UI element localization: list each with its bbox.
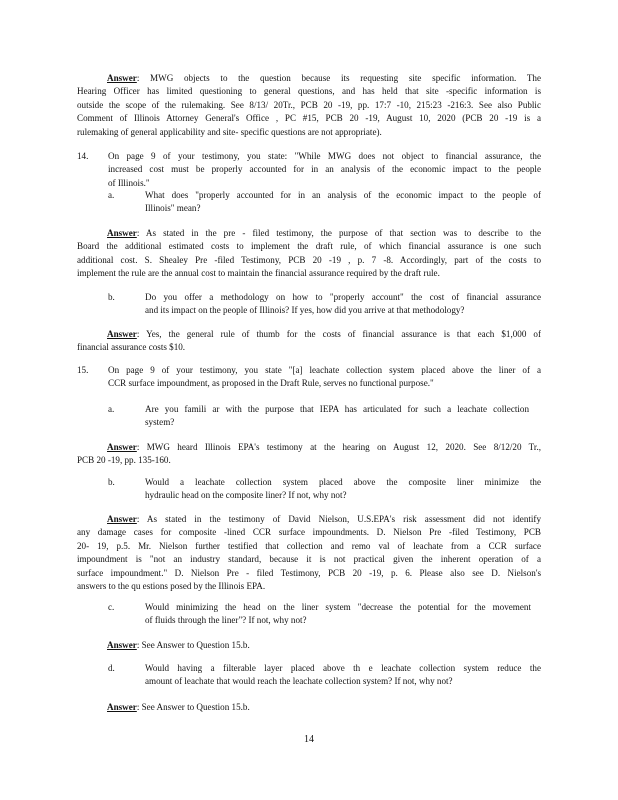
answer-15d: Answer: See Answer to Question 15.b.	[107, 702, 250, 712]
answer-paragraph: Answer: MWG objects to the question because its requesting site specific information. The Hearing Officer has limited questioning to general questions, and has held that site -specific information is outside the scope of the rulemaking. See 8/13/ 20Tr., PCB 20 -19, pp. 17:7 -10, 215:23 -216:3. See also Public Comment of Illinois Attorney General's Office , PC #15, PCB 20 -19, August 10, 2020 (PCB 20 -19 is a rulemaking of general applicability and site- specific questions are not appropriate).	[77, 73, 541, 137]
answer-15c: Answer: See Answer to Question 15.b.	[107, 640, 250, 650]
answer-label: Answer	[107, 329, 137, 339]
question-15c: Would minimizing the head on the liner system "decrease the potential for the movement of fluids through the liner"? If not, why not?	[145, 602, 531, 626]
subquestion-letter: a.	[108, 404, 115, 414]
question-number: 14.	[77, 151, 89, 161]
subquestion-letter: a.	[108, 190, 115, 200]
question-number: 15.	[77, 365, 89, 375]
question-15d: Would having a filterable layer placed above th e leachate collection system reduce the amount of leachate that would reach the leachate collection system? If not, why not?	[145, 663, 541, 687]
answer-label: Answer	[107, 702, 137, 712]
subquestion-letter: b.	[108, 477, 115, 487]
question-14a: What does "properly accounted for in an analysis of the economic impact to the people of Illinois" mean?	[145, 190, 541, 214]
answer-14a: Answer: As stated in the pre - filed testimony, the purpose of that section was to describe to the Board the additional estimated costs to implement the draft rule, of which financial assurance is one such additional cost. S. Shealey Pre -filed Testimony, PCB 20 -19 , p. 7 -8. Accordingly, part of the costs to implement the rule are the annual cost to maintain the financial assurance required by the draft rule.	[77, 228, 541, 279]
answer-label: Answer	[107, 228, 137, 238]
answer-15b: Answer: As stated in the testimony of David Nielson, U.S.EPA's risk assessment did not identify any damage cases for composite -lined CCR surface impoundments. D. Nielson Pre -filed Testimony, PCB 20- 19, p.5. Mr. Nielson further testified that collection and remo val of leachate from a CCR surface impoundment is "not an industry standard, because it is not practical given the inherent operation of a surface impoundment." D. Nielson Pre - filed Testimony, PCB 20 -19, p. 6. Please also see D. Nielson's answers to the qu estions posed by the Illinois EPA.	[77, 514, 541, 592]
answer-15a: Answer: MWG heard Illinois EPA's testimony at the hearing on August 12, 2020. See 8/12/20 Tr., PCB 20 -19, pp. 135-160.	[77, 442, 541, 466]
question-15a: Are you famili ar with the purpose that IEPA has articulated for such a leachate collection system?	[145, 404, 529, 428]
question-15: On page 9 of your testimony, you state "[a] leachate collection system placed above the liner of a CCR surface impoundment, as proposed in the Draft Rule, serves no functional purpose."	[108, 365, 541, 389]
answer-14b: Answer: Yes, the general rule of thumb for the costs of financial assurance is that each $1,000 of financial assurance costs $10.	[77, 329, 541, 353]
subquestion-letter: c.	[108, 602, 115, 612]
question-15b: Would a leachate collection system placed above the composite liner minimize the hydraulic head on the composite liner? If not, why not?	[145, 477, 541, 501]
subquestion-letter: d.	[108, 663, 115, 673]
page-number: 14	[304, 734, 314, 745]
subquestion-letter: b.	[108, 292, 115, 302]
question-14b: Do you offer a methodology on how to "properly account" the cost of financial assurance and its impact on the people of Illinois? If yes, how did you arrive at that methodology?	[145, 292, 541, 316]
answer-label: Answer	[107, 514, 137, 524]
answer-label: Answer	[107, 73, 137, 83]
answer-label: Answer	[107, 640, 137, 650]
answer-label: Answer	[107, 442, 137, 452]
question-14: On page 9 of your testimony, you state: "While MWG does not object to financial assurance, the increased cost must be properly accounted for in an analysis of the economic impact to the people of Illinois."	[108, 151, 541, 188]
